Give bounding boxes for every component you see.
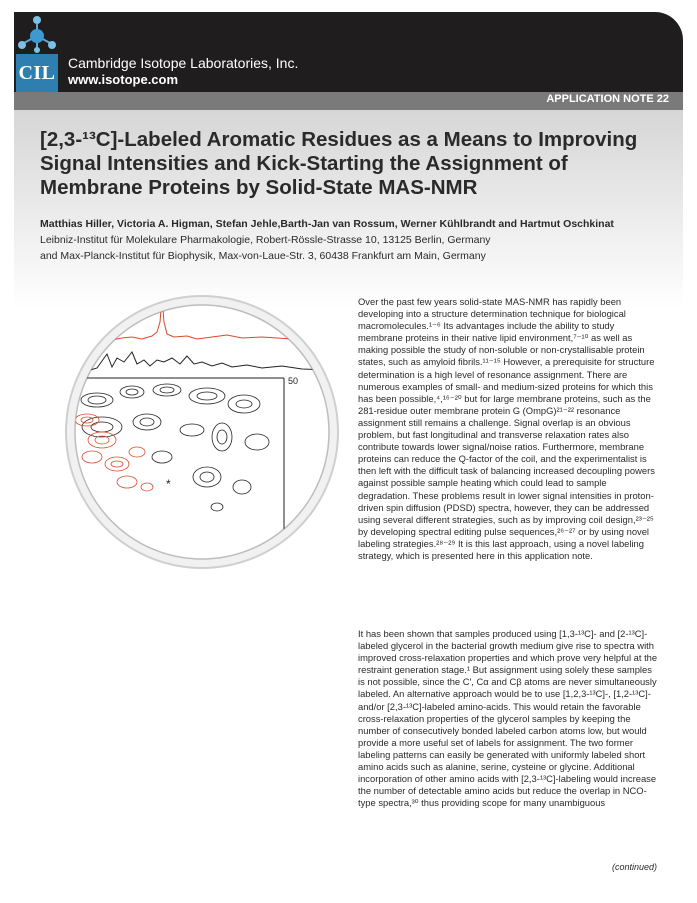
- continued-note: (continued): [611, 862, 657, 872]
- peak-marker: *: [166, 477, 171, 491]
- body-paragraph-2: It has been shown that samples produced using [1,3-¹³C]- and [2-¹³C]-labeled glycerol in the bacterial growth medium give rise to spectra with improved cross-relaxation properties and which prove very helpful at the restraint generation stage.¹ But assignment using solely these samples is not possible, since the C′, Cα and Cβ atoms are never simultaneously labeled. An alternative approach would be to use [1,2,3-¹³C]-, [1,2-¹³C]- and/or [2,3-¹³C]-labeled amino-acids. This would retain the favorable cross-relaxation properties of the glycerol samples by keeping the number of consecutively bonded labeled carbon atoms low, but would provide a more useful set of labels for assignment. The two former labeling patterns can easily be generated with uniformly labeled short amino acids such as alanine, serine, cysteine or glycine. Additional incorporation of other amino acids with [2,3-¹³C]-labeling would increase the number of detectable amino acids but reduce the overlap in NCO-type spectra,³⁰ thus providing scope for many unambiguous: [358, 628, 658, 809]
- application-note-label: APPLICATION NOTE 22: [546, 93, 669, 105]
- application-note-bar: [14, 92, 683, 110]
- affiliation-1: Leibniz-Institut für Molekulare Pharmakologie, Robert-Rössle-Strasse 10, 13125 Berlin, Germany: [40, 234, 491, 246]
- website-link[interactable]: www.isotope.com: [68, 72, 179, 87]
- body-paragraph-1: Over the past few years solid-state MAS-NMR has rapidly been developing into a structure determination technique for biological macromolecules.¹⁻⁶ Its advantages include the ability to study membrane proteins in their native lipid environment,⁷⁻¹⁰ as well as making possible the study of non-soluble or non-crystallisable protein states, such as amyloid fibrils.¹¹⁻¹⁵ However, a prerequisite for structure determination is a high level of resonance assignment. There are numerous examples of small- and medium-sized proteins for which this has been possible,⁴,¹⁶⁻²⁰ but for large membrane proteins, such as the 281-residue outer membrane protein G (OmpG)²¹⁻²² resonance assignment still remains a challenge. Signal overlap is an obvious problem, but fast longitudinal and transverse relaxation rates also contribute towards lower signal/noise ratios. Furthermore, membrane proteins can reduce the Q-factor of the coil, and the experimentalist is then left with the difficult task of balancing increased decoupling powers against possible sample heating which could lead to sample degradation. These problems result in lower signal intensities in proton-driven spin diffusion (PDSD) spectra, however, they can be addressed using several different strategies, such as by improving coil design,²³⁻²⁵ by developing spectral editing pulse sequences,²⁶⁻²⁷ or by using novel labeling strategies.²⁸⁻²⁹ It is this last approach, using a novel labeling strategy, which is presented here in this application note.: [358, 296, 655, 561]
- company-name: Cambridge Isotope Laboratories, Inc.: [68, 55, 299, 71]
- axis-label-50: 50: [288, 376, 299, 386]
- nmr-spectrum-figure: [62, 292, 342, 572]
- affiliation-2: and Max-Planck-Institut für Biophysik, Max-von-Laue-Str. 3, 60438 Frankfurt am Main, Germany: [40, 250, 486, 262]
- author-list: Matthias Hiller, Victoria A. Higman, Stefan Jehle,Barth-Jan van Rossum, Werner Kühlbrandt and Hartmut Oschkinat: [40, 218, 614, 230]
- page-title: [2,3-¹³C]-Labeled Aromatic Residues as a Means to Improving Signal Intensities and Kick-Starting the Assignment of Membrane Proteins by Solid-State MAS-NMR: [40, 128, 638, 199]
- cil-logo: CIL: [16, 54, 58, 92]
